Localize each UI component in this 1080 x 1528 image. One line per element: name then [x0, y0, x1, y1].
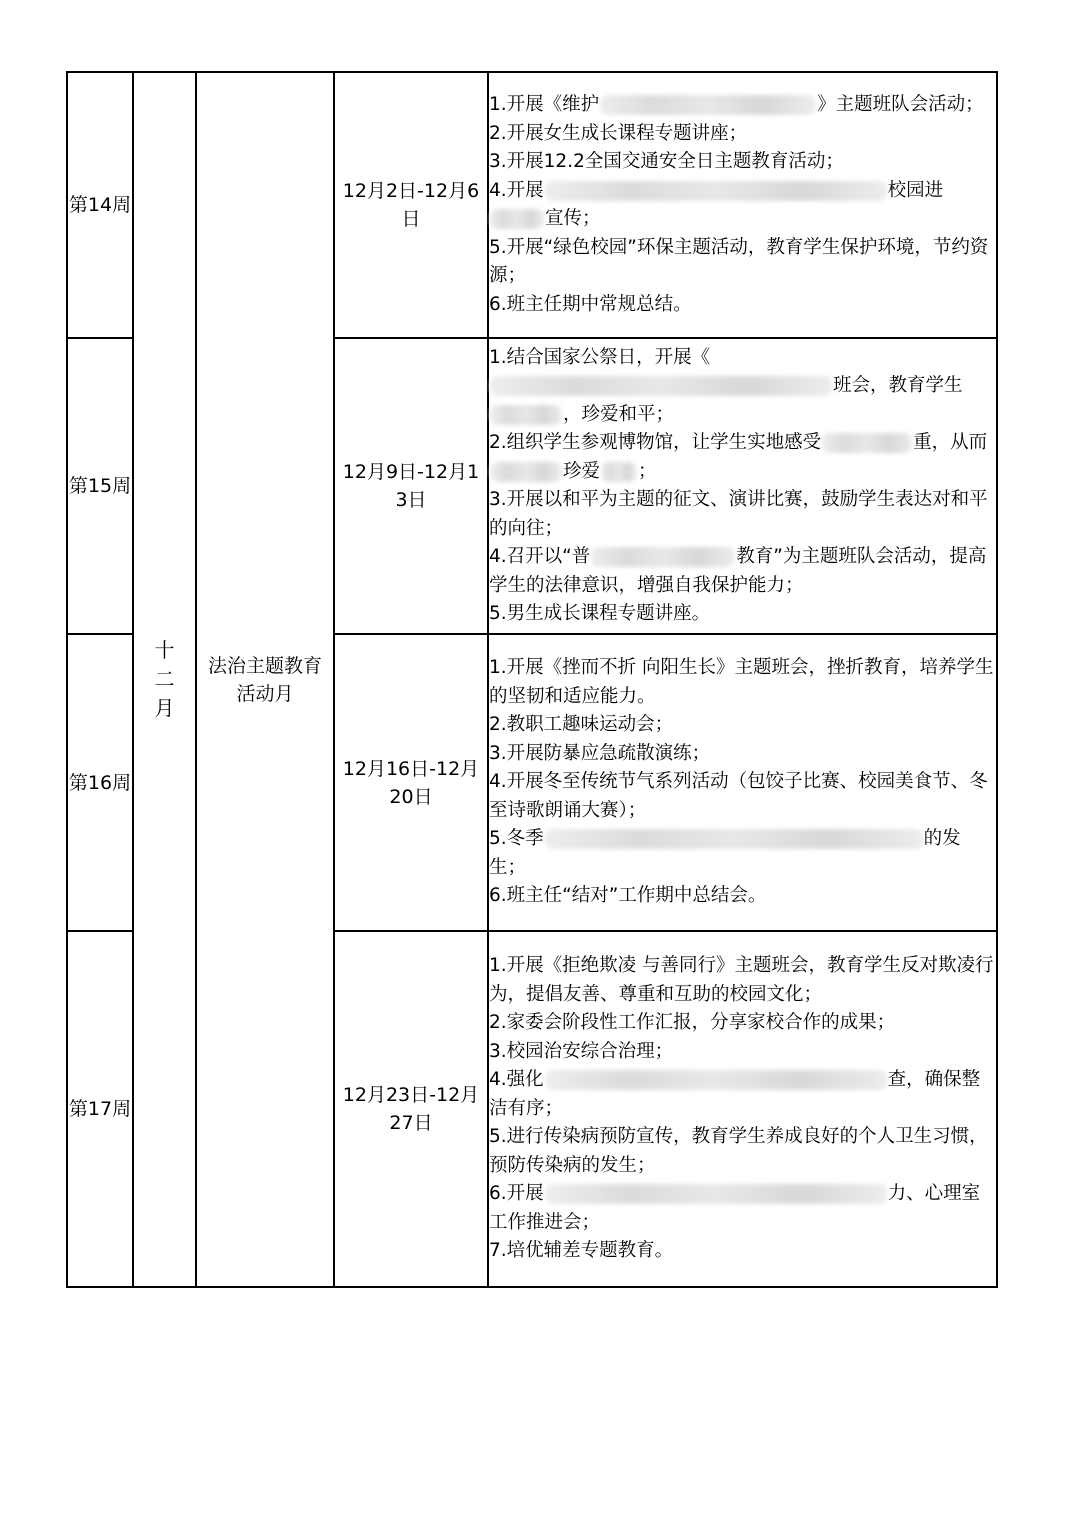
- theme-cell: [196, 72, 334, 1287]
- redacted-text: [545, 1070, 887, 1090]
- date-cell: [334, 931, 488, 1287]
- activity-item: 4.召开以“普 教育”为主题班队会活动，提高学生的法律意识，增强自我保护能力；: [489, 546, 987, 596]
- activity-item: 4.强化 查，确保整洁有序；: [489, 1069, 981, 1119]
- activity-item: 2.家委会阶段性工作汇报，分享家校合作的成果；: [489, 1012, 896, 1034]
- redacted-text: [545, 829, 923, 849]
- date-range: 12月2日-12月6日: [342, 180, 480, 230]
- activity-item: 5.进行传染病预防宣传，教育学生养成良好的个人卫生习惯，预防传染病的发生；: [489, 1126, 988, 1176]
- table-row: [67, 72, 997, 338]
- activity-cell: [488, 634, 997, 931]
- activity-item: 7.培优辅差专题教育。: [489, 1240, 674, 1262]
- month-cell: [133, 72, 196, 1287]
- activity-item: 5.冬季 的发生；: [489, 828, 961, 878]
- activity-item: 1.开展《挫而不折 向阳生长》主题班会，挫折教育，培养学生的坚韧和适应能力。: [489, 657, 994, 707]
- week-cell: [67, 634, 133, 931]
- week-cell: [67, 338, 133, 634]
- activity-item: 6.班主任期中常规总结。: [489, 293, 692, 315]
- month-label: 十二月: [154, 638, 175, 720]
- redacted-text: [490, 376, 832, 396]
- date-cell: [334, 634, 488, 931]
- week-label: 第14周: [68, 194, 132, 216]
- week-label: 第15周: [68, 475, 132, 497]
- activity-item: 3.开展以和平为主题的征文、演讲比赛，鼓励学生表达对和平的向往；: [489, 489, 988, 539]
- date-cell: [334, 338, 488, 634]
- week-cell: [67, 72, 133, 338]
- week-label: 第16周: [68, 771, 132, 794]
- activity-cell: [488, 338, 997, 634]
- activity-item: 5.男生成长课程专题讲座。: [489, 603, 711, 624]
- week-label: 第17周: [68, 1098, 132, 1120]
- activity-item: 4.开展 校园进宣传；: [489, 179, 944, 229]
- redacted-text: [490, 209, 544, 229]
- activity-item: 6.开展 力、心理室工作推进会；: [489, 1183, 981, 1233]
- date-range: 12月16日-12月20日: [342, 757, 480, 808]
- redacted-text: [601, 462, 637, 482]
- redacted-text: [545, 181, 887, 201]
- activity-item: 6.班主任“结对”工作期中总结会。: [489, 885, 767, 907]
- activity-cell: [488, 72, 997, 338]
- activity-item: 2.教职工趣味运动会；: [489, 714, 674, 736]
- redacted-text: [490, 405, 562, 425]
- activity-item: 2.组织学生参观博物馆，让学生实地感受 重，从而珍爱 ；: [489, 432, 988, 482]
- activity-item: 3.开展12.2全国交通安全日主题教育活动；: [489, 151, 844, 172]
- date-range: 12月9日-12月13日: [342, 461, 480, 511]
- redacted-text: [591, 547, 735, 567]
- activity-item: 1.开展《维护 》主题班队会活动；: [489, 94, 984, 115]
- week-cell: [67, 931, 133, 1287]
- date-cell: [334, 72, 488, 338]
- redacted-text: [490, 462, 562, 482]
- activity-item: 1.结合国家公祭日，开展《班会，教育学生，珍爱和平；: [489, 346, 963, 425]
- activity-cell: [488, 931, 997, 1287]
- redacted-text: [600, 95, 816, 115]
- activity-item: 5.开展“绿色校园”环保主题活动，教育学生保护环境，节约资源；: [489, 236, 989, 286]
- activity-item: 3.校园治安综合治理；: [489, 1040, 674, 1062]
- schedule-table: [66, 71, 998, 1288]
- date-range: 12月23日-12月27日: [342, 1084, 480, 1134]
- redacted-text: [822, 433, 912, 453]
- activity-item: 4.开展冬至传统节气系列活动（包饺子比赛、校园美食节、冬至诗歌朗诵大赛）；: [489, 771, 988, 821]
- activity-item: 2.开展女生成长课程专题讲座；: [489, 122, 748, 144]
- activity-item: 3.开展防暴应急疏散演练；: [489, 742, 711, 764]
- redacted-text: [545, 1184, 887, 1204]
- activity-item: 1.开展《拒绝欺凌 与善同行》主题班会，教育学生反对欺凌行为，提倡友善、尊重和互助的校园文化；: [489, 955, 994, 1005]
- theme-label: 法治主题教育活动月: [207, 654, 322, 705]
